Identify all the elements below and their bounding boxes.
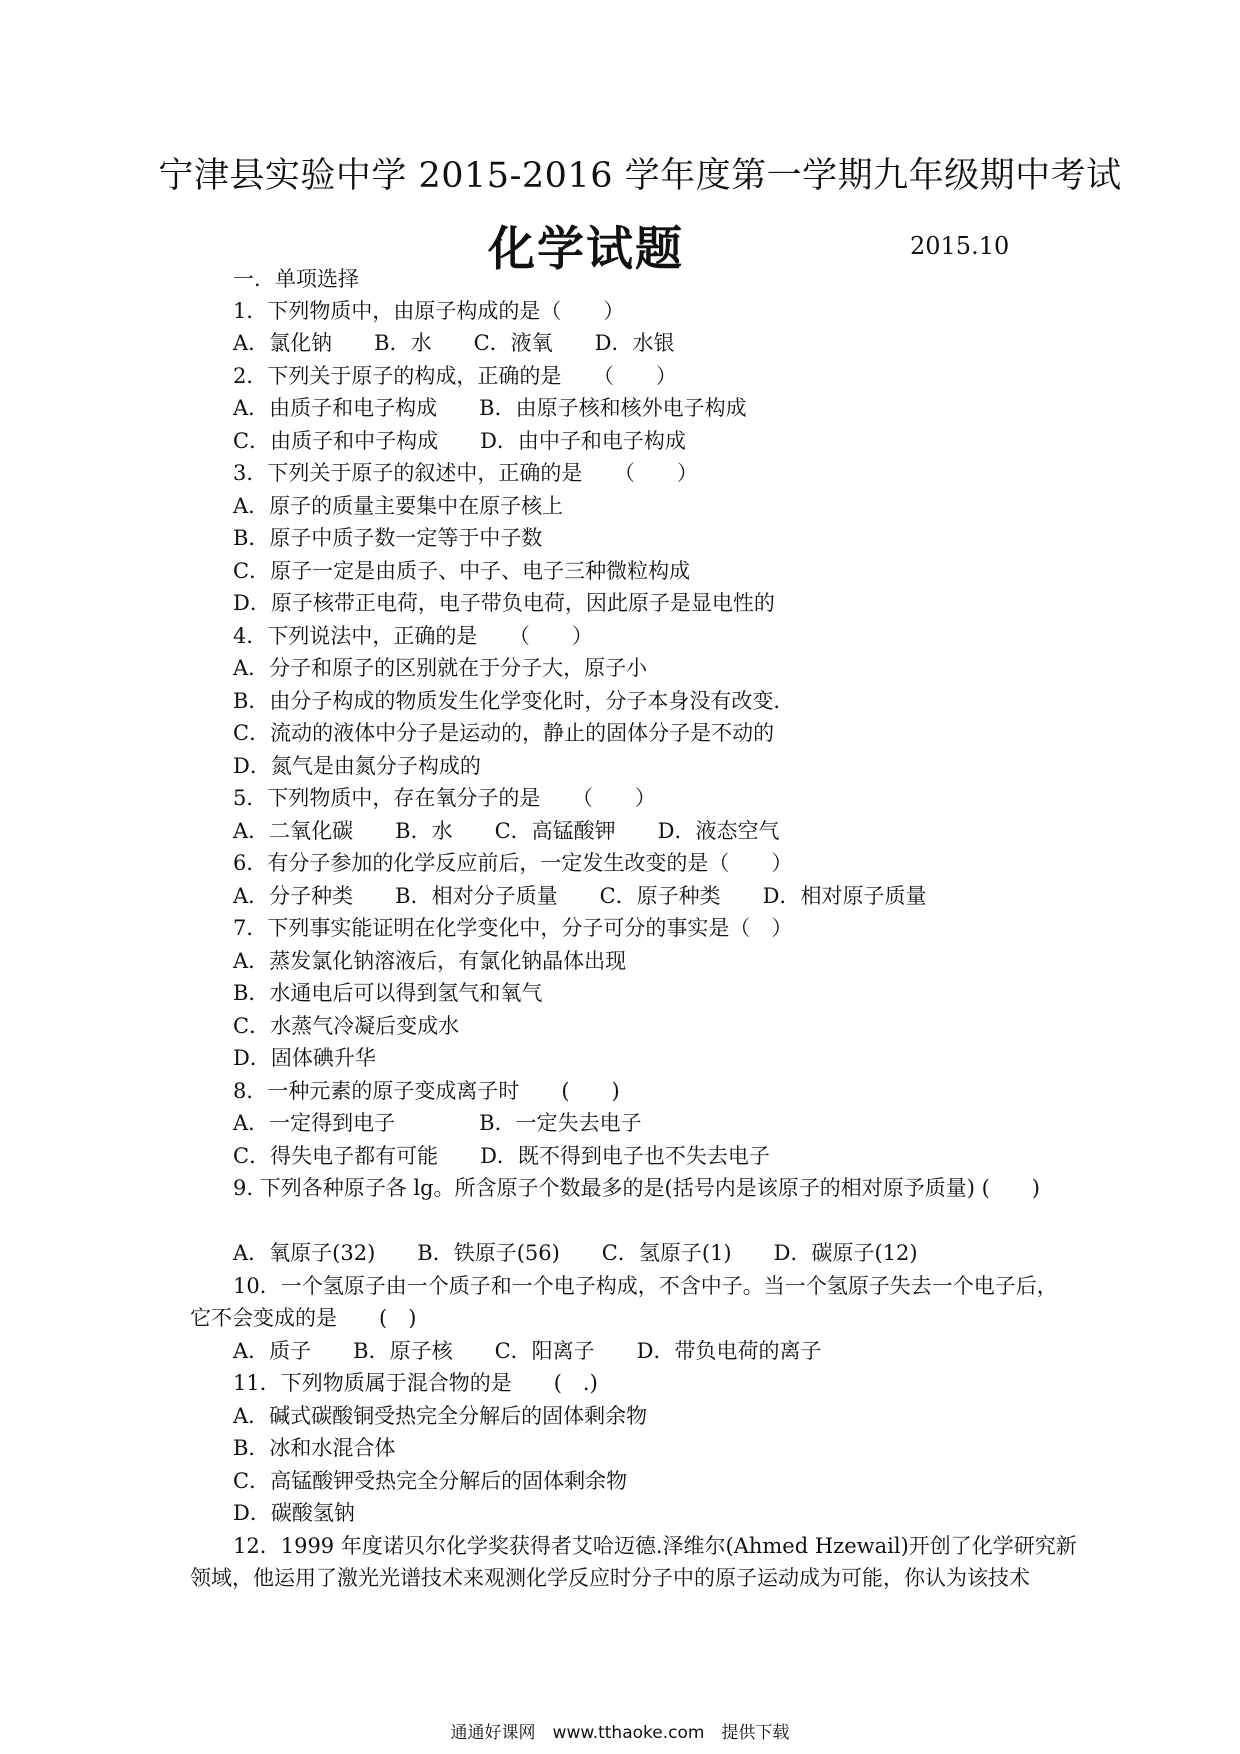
question-text: D．原子核带正电荷，电子带负电荷，因此原子是显电性的 (233, 591, 775, 615)
question-text: 10．一个氢原子由一个质子和一个电子构成，不含中子。当一个氢原子失去一个电子后， (233, 1274, 1058, 1298)
question-text: A．氧原子(32) B．铁原子(56) C．氢原子(1) D．碳原子(12) (233, 1241, 918, 1265)
question-text: 2．下列关于原子的构成，正确的是 （ ） (233, 364, 677, 388)
subject-title: 化学试题 (488, 222, 684, 277)
question-text: 它不会变成的是 ( ) (190, 1306, 417, 1330)
question-text: A．一定得到电子 B．一定失去电子 (233, 1111, 642, 1135)
question-text: B．水通电后可以得到氢气和氧气 (233, 981, 543, 1005)
question-text: 4．下列说法中，正确的是 （ ） (233, 624, 593, 648)
question-text: 7．下列事实能证明在化学变化中，分子可分的事实是（ ） (233, 916, 793, 940)
question-text: A．分子种类 B．相对分子质量 C．原子种类 D．相对原子质量 (233, 884, 927, 908)
question-text: 12．1999 年度诺贝尔化学奖获得者艾哈迈德.泽维尔(Ahmed Hzewail)开创了化学研究新 (233, 1534, 1077, 1558)
question-text: 8．一种元素的原子变成离子时 ( ) (233, 1079, 620, 1103)
exam-date: 2015.10 (910, 232, 1010, 260)
question-text: A．由质子和电子构成 B．由原子核和核外电子构成 (233, 396, 747, 420)
question-text: C．流动的液体中分子是运动的，静止的固体分子是不动的 (233, 721, 775, 745)
question-text: 5．下列物质中，存在氧分子的是 （ ） (233, 786, 656, 810)
question-text: 1．下列物质中，由原子构成的是（ ） (233, 299, 625, 323)
question-text: A．原子的质量主要集中在原子核上 (233, 494, 564, 518)
question-text: A．氯化钠 B．水 C．液氧 D．水银 (233, 331, 675, 355)
question-text: D．固体碘升华 (233, 1046, 376, 1070)
footer-source: 通通好课网 www.tthaoke.com 提供下载 (450, 1723, 790, 1743)
question-text: 11．下列物质属于混合物的是 ( .) (233, 1371, 598, 1395)
question-text: C．由质子和中子构成 D．由中子和电子构成 (233, 429, 686, 453)
question-text: A．碱式碳酸铜受热完全分解后的固体剩余物 (233, 1404, 648, 1428)
question-text: A．质子 B．原子核 C．阳离子 D．带负电荷的离子 (233, 1339, 822, 1363)
question-text: 3．下列关于原子的叙述中，正确的是 （ ） (233, 461, 698, 485)
question-text: 一．单项选择 (233, 267, 359, 291)
question-text: B．冰和水混合体 (233, 1436, 396, 1460)
question-text: B．原子中质子数一定等于中子数 (233, 526, 543, 550)
question-text: D．氮气是由氮分子构成的 (233, 754, 481, 778)
question-text: 领域，他运用了激光光谱技术来观测化学反应时分子中的原子运动成为可能，你认为该技术 (190, 1566, 1030, 1590)
question-text: D．碳酸氢钠 (233, 1501, 355, 1525)
question-text: 6．有分子参加的化学反应前后，一定发生改变的是（ ） (233, 851, 793, 875)
question-text: C．高锰酸钾受热完全分解后的固体剩余物 (233, 1469, 628, 1493)
question-text: C．原子一定是由质子、中子、电子三种微粒构成 (233, 559, 691, 583)
question-text: C．水蒸气冷凝后变成水 (233, 1014, 460, 1038)
question-text: A．蒸发氯化钠溶液后，有氯化钠晶体出现 (233, 949, 627, 973)
question-text: B．由分子构成的物质发生化学变化时，分子本身没有改变. (233, 689, 781, 713)
school-title: 宁津县实验中学 2015-2016 学年度第一学期九年级期中考试 (158, 156, 1122, 196)
question-text: A．二氧化碳 B．水 C．高锰酸钾 D．液态空气 (233, 819, 780, 843)
question-text: A．分子和原子的区别就在于分子大，原子小 (233, 656, 648, 680)
question-text: C．得失电子都有可能 D．既不得到电子也不失去电子 (233, 1144, 770, 1168)
question-text: 9. 下列各种原子各 lg。所含原子个数最多的是(括号内是该原子的相对原予质量) ( ) (233, 1176, 1040, 1200)
